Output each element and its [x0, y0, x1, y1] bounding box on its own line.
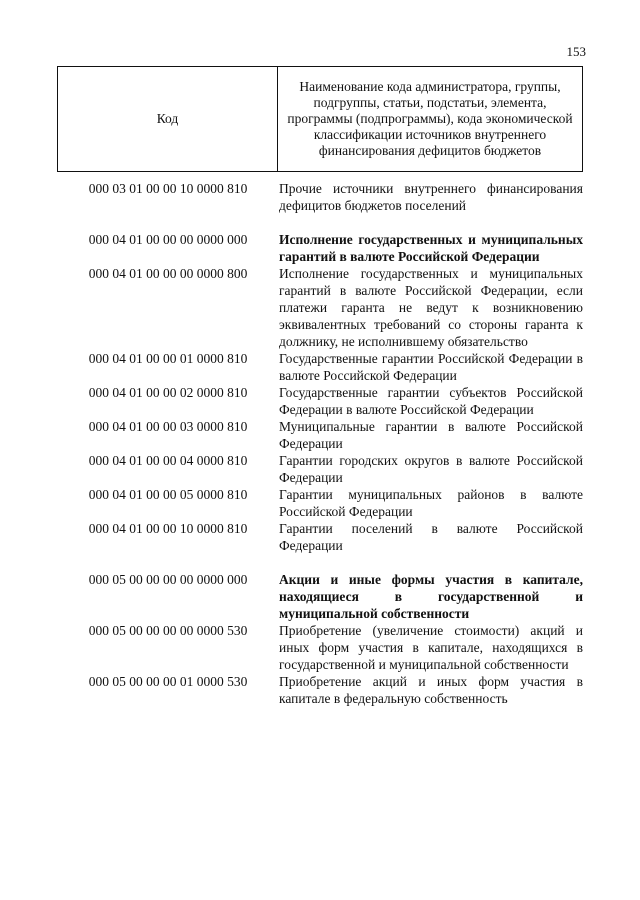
row-description: Акции и иные формы участия в капитале, находящиеся в государственной и муниципальной собственности	[279, 572, 583, 621]
row-description: Приобретение акций и иных форм участия в капитале в федеральную собственность	[279, 674, 583, 706]
table-row	[57, 231, 583, 265]
row-code: 000 04 01 00 00 10 0000 810	[88, 521, 248, 536]
row-description: Государственные гарантии Российской Федерации в валюте Российской Федерации	[279, 351, 583, 383]
row-code: 000 04 01 00 00 04 0000 810	[88, 453, 248, 468]
table-header	[57, 66, 583, 172]
row-description: Приобретение (увеличение стоимости) акций и иных форм участия в капитале, находящихся в государственной и муниципальной собственности	[279, 623, 583, 672]
page-number: 153	[566, 44, 586, 59]
table-row	[57, 571, 583, 622]
row-description: Прочие источники внутреннего финансирования дефицитов бюджетов поселений	[279, 181, 583, 213]
table-row	[57, 673, 583, 707]
table-row	[57, 520, 583, 554]
table-row	[57, 452, 583, 486]
row-code: 000 05 00 00 00 01 0000 530	[88, 674, 248, 689]
row-description: Государственные гарантии субъектов Российской Федерации в валюте Российской Федерации	[279, 385, 583, 417]
header-row	[58, 67, 583, 172]
table-row	[57, 180, 583, 214]
row-code: 000 04 01 00 00 05 0000 810	[88, 487, 248, 502]
table-row	[57, 622, 583, 673]
table-row	[57, 265, 583, 350]
table-row	[57, 384, 583, 418]
table-row	[57, 418, 583, 452]
table-body	[57, 180, 583, 707]
row-description: Гарантии городских округов в валюте Российской Федерации	[279, 453, 583, 485]
header-code-label: Код	[58, 67, 278, 172]
row-description: Гарантии муниципальных районов в валюте Российской Федерации	[279, 487, 583, 519]
row-description: Исполнение государственных и муниципальных гарантий в валюте Российской Федерации	[279, 232, 583, 264]
row-code: 000 04 01 00 00 00 0000 000	[88, 232, 248, 247]
row-description: Муниципальные гарантии в валюте Российской Федерации	[279, 419, 583, 451]
table-row	[57, 350, 583, 384]
row-code: 000 04 01 00 00 03 0000 810	[88, 419, 248, 434]
row-description: Гарантии поселений в валюте Российской Федерации	[279, 521, 583, 553]
row-code: 000 04 01 00 00 00 0000 800	[88, 266, 248, 281]
row-code: 000 04 01 00 00 02 0000 810	[88, 385, 248, 400]
row-code: 000 03 01 00 00 10 0000 810	[88, 181, 248, 196]
header-name-label: Наименование кода администратора, группы, подгруппы, статьи, подстатьи, элемента, программы (подпрограммы), кода экономической классификации источников внутреннего финансирования дефицитов бюджетов	[278, 67, 583, 172]
row-code: 000 04 01 00 00 01 0000 810	[88, 351, 248, 366]
table-row	[57, 486, 583, 520]
row-code: 000 05 00 00 00 00 0000 000	[88, 572, 248, 587]
row-description: Исполнение государственных и муниципальных гарантий в валюте Российской Федерации, если платежи гаранта не ведут к возникновению эквивалентных требований со стороны гаранта к должнику, не исполнившему обязательство	[279, 266, 583, 349]
row-code: 000 05 00 00 00 00 0000 530	[88, 623, 248, 638]
